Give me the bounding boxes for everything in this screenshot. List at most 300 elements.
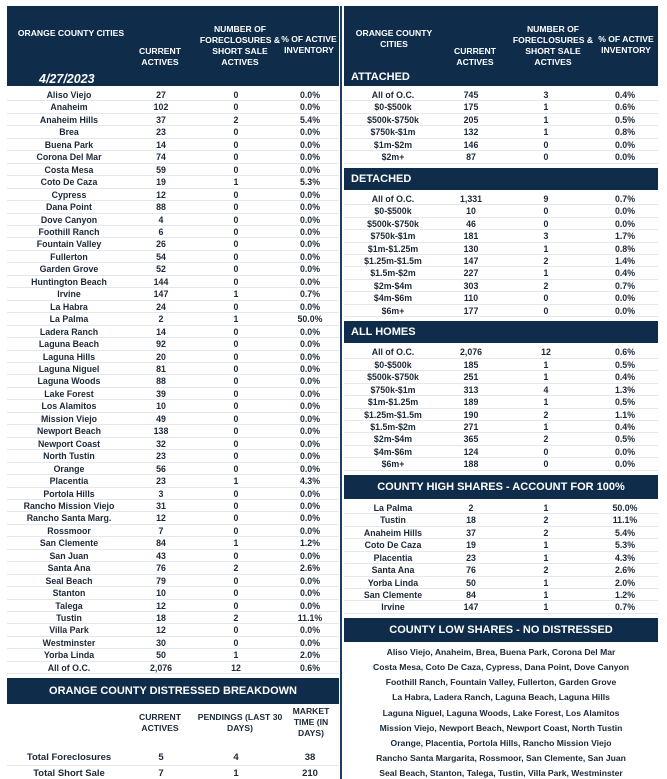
low-shares-title: COUNTY LOW SHARES - NO DISTRESSED: [344, 618, 658, 642]
row-distressed: 1: [543, 589, 549, 600]
row-actives: 23: [466, 552, 476, 563]
row-actives: 26: [156, 239, 166, 250]
row-distressed: 0: [233, 513, 239, 524]
row-pct: 0.0%: [299, 152, 321, 163]
row-pct: 0.0%: [614, 152, 636, 163]
row-pct: 0.7%: [299, 289, 321, 300]
row-distressed: 4: [543, 384, 549, 395]
row-pct: 0.0%: [299, 600, 321, 611]
high-share-row: [344, 577, 658, 589]
row-label: Coto De Caza: [364, 540, 422, 551]
row-pct: 4.3%: [614, 552, 636, 563]
low-share-line: Seal Beach, Stanton, Talega, Tustin, Villa Park, Westminster: [379, 768, 623, 779]
row-distressed: 1: [233, 476, 239, 487]
row-pct: 0.0%: [299, 588, 321, 599]
row-distressed: 0: [233, 276, 239, 287]
detached-row: [344, 255, 658, 267]
row-actives: 30: [156, 637, 166, 648]
row-actives: 745: [463, 90, 479, 100]
row-distressed: 0: [233, 637, 239, 648]
city-row: [7, 525, 339, 537]
all-homes-row: [344, 433, 658, 445]
row-label: $4m-$6m: [373, 446, 413, 457]
city-row: [7, 587, 339, 599]
row-label: Los Alamitos: [41, 401, 97, 412]
row-pct: 0.0%: [299, 339, 321, 350]
row-label: $1.25m-$1.5m: [364, 255, 422, 266]
row-actives: 110: [463, 293, 479, 304]
all-homes-row: [344, 371, 658, 383]
city-row: [7, 537, 339, 549]
row-distressed: 1: [543, 540, 549, 551]
row-pct: 38: [304, 752, 316, 764]
row-label: $750k-$1m: [370, 384, 416, 395]
row-actives: 32: [156, 438, 166, 449]
row-label: San Clemente: [39, 538, 99, 549]
row-label: Corona Del Mar: [36, 152, 102, 163]
header-pct-inventory: % OF ACTIVE INVENTORY: [281, 34, 337, 55]
row-actives: 87: [466, 152, 476, 163]
row-label: Garden Grove: [39, 264, 99, 275]
row-label: Talega: [55, 600, 83, 611]
row-pct: 5.3%: [299, 177, 321, 188]
city-row: [7, 637, 339, 649]
detached-row: [344, 218, 658, 230]
row-label: Anaheim Hills: [39, 114, 99, 125]
row-actives: 39: [156, 388, 166, 399]
row-label: Buena Park: [44, 139, 94, 150]
row-distressed: 0: [233, 251, 239, 262]
row-label: Aliso Viejo: [46, 90, 92, 100]
row-pct: 0.6%: [299, 662, 321, 673]
row-distressed: 1: [233, 650, 239, 661]
row-distressed: 0: [233, 500, 239, 511]
row-pct: 0.8%: [614, 243, 636, 254]
row-actives: 76: [466, 565, 476, 576]
city-row: [7, 301, 339, 313]
row-pct: 0.0%: [614, 293, 636, 304]
row-pct: 0.0%: [299, 488, 321, 499]
city-row: [7, 624, 339, 636]
row-label: $750k-$1m: [370, 127, 416, 138]
detached-row: [344, 292, 658, 304]
row-label: Laguna Woods: [37, 376, 101, 387]
row-distressed: 0: [233, 575, 239, 586]
high-shares-table: [344, 502, 658, 614]
row-pct: 0.0%: [299, 438, 321, 449]
row-actives: 59: [156, 164, 166, 175]
row-distressed: 0: [233, 401, 239, 412]
city-row: [7, 500, 339, 512]
attached-row: [344, 139, 658, 151]
row-actives: 124: [463, 446, 479, 457]
distressed-header: [7, 704, 339, 750]
detached-row: [344, 243, 658, 255]
city-row: [7, 351, 339, 363]
row-pct: 0.0%: [299, 463, 321, 474]
row-label: $500k-$750k: [367, 218, 419, 229]
row-label: Dana Point: [46, 202, 92, 213]
row-actives: 27: [156, 90, 166, 100]
cities-panel: [7, 6, 339, 779]
row-actives: 31: [156, 500, 166, 511]
row-label: Placentia: [373, 552, 413, 563]
row-pct: 0.0%: [299, 264, 321, 275]
row-distressed: 0: [543, 152, 549, 163]
row-label: $0-$500k: [374, 102, 412, 113]
all-homes-row: [344, 346, 658, 358]
city-row: [7, 251, 339, 263]
row-actives: 10: [466, 206, 476, 217]
city-row: [7, 263, 339, 275]
row-distressed: 2: [543, 527, 549, 538]
row-actives: 37: [156, 114, 166, 125]
attached-row: [344, 126, 658, 138]
row-label: $1m-$1.25m: [367, 243, 419, 254]
row-pct: 0.0%: [614, 218, 636, 229]
row-label: Foothill Ranch: [38, 226, 100, 237]
row-label: All of O.C.: [371, 193, 415, 204]
row-pct: 50.0%: [297, 314, 323, 325]
row-distressed: 0: [233, 588, 239, 599]
city-row: [7, 288, 339, 300]
city-row: [7, 214, 339, 226]
row-label: All of O.C.: [371, 347, 415, 358]
row-distressed: 0: [233, 426, 239, 437]
row-label: La Palma: [373, 502, 413, 513]
row-actives: 10: [156, 401, 166, 412]
city-row: [7, 413, 339, 425]
row-actives: 24: [156, 301, 166, 312]
row-distressed: 0: [233, 189, 239, 200]
row-pct: 0.0%: [614, 305, 636, 316]
row-pct: 0.0%: [299, 500, 321, 511]
row-pct: 0.0%: [614, 139, 636, 150]
row-distressed: 0: [233, 264, 239, 275]
detached-row: [344, 305, 658, 317]
detached-row: [344, 205, 658, 217]
row-distressed: 1: [543, 577, 549, 588]
row-actives: 81: [156, 363, 166, 374]
row-actives: 175: [463, 102, 479, 113]
row-pct: 0.0%: [299, 426, 321, 437]
city-row: [7, 562, 339, 574]
row-distressed: 1: [543, 114, 549, 125]
city-row: [7, 151, 339, 163]
row-distressed: 1: [233, 538, 239, 549]
row-pct: 0.7%: [614, 280, 636, 291]
row-distressed: 1: [543, 359, 549, 370]
row-label: Ladera Ranch: [39, 326, 99, 337]
row-pct: 0.0%: [299, 525, 321, 536]
all-homes-row: [344, 446, 658, 458]
attached-row: [344, 101, 658, 113]
row-label: $1.25m-$1.5m: [364, 409, 422, 420]
row-pct: 50.0%: [612, 502, 638, 513]
high-share-row: [344, 514, 658, 526]
row-actives: 14: [156, 326, 166, 337]
low-shares-list: [344, 645, 658, 779]
row-actives: 49: [156, 413, 166, 424]
row-actives: 4: [158, 214, 164, 225]
row-pct: 0.0%: [299, 301, 321, 312]
row-pct: 1.7%: [614, 231, 636, 242]
row-actives: 84: [156, 538, 166, 549]
row-label: Portola Hills: [43, 488, 95, 499]
row-distressed: 12: [541, 347, 551, 358]
row-actives: 74: [156, 152, 166, 163]
detached-row: [344, 230, 658, 242]
row-label: Cypress: [51, 189, 87, 200]
row-pct: 0.8%: [614, 127, 636, 138]
city-row: [7, 612, 339, 624]
header-foreclosures: NUMBER OF FORECLOSURES & SHORT SALE ACTIVES: [199, 24, 281, 67]
r-header-cities: ORANGE COUNTY CITIES: [355, 28, 433, 49]
row-actives: 6: [158, 226, 164, 237]
row-distressed: 1: [543, 127, 549, 138]
city-row: [7, 550, 339, 562]
city-row: [7, 201, 339, 213]
row-pct: 0.0%: [299, 226, 321, 237]
row-distressed: 0: [233, 451, 239, 462]
row-pct: 0.0%: [299, 413, 321, 424]
row-actives: 102: [153, 102, 169, 113]
row-actives: 19: [156, 177, 166, 188]
row-label: $6m+: [381, 305, 405, 316]
row-label: Anaheim Hills: [363, 527, 423, 538]
row-label: $1m-$1.25m: [367, 397, 419, 408]
row-pct: 0.4%: [614, 268, 636, 279]
row-distressed: 0: [233, 625, 239, 636]
city-row: [7, 101, 339, 113]
row-actives: 3: [158, 488, 164, 499]
row-actives: 10: [156, 588, 166, 599]
row-distressed: 0: [233, 438, 239, 449]
row-distressed: 0: [543, 459, 549, 470]
city-row: [7, 276, 339, 288]
row-distressed: 0: [233, 214, 239, 225]
row-pct: 0.0%: [299, 202, 321, 213]
row-pct: 0.0%: [299, 127, 321, 138]
low-share-line: Orange, Placentia, Portola Hills, Rancho Mission Viejo: [390, 737, 612, 748]
row-label: La Palma: [49, 314, 89, 325]
row-pct: 0.0%: [299, 351, 321, 362]
all-homes-table: [344, 346, 658, 471]
row-distressed: 0: [233, 164, 239, 175]
detached-row: [344, 280, 658, 292]
row-label: Stanton: [52, 588, 86, 599]
row-actives: 205: [463, 114, 479, 125]
row-actives: 146: [463, 139, 479, 150]
r-header-foreclosures: NUMBER OF FORECLOSURES & SHORT SALE ACTIVES: [512, 24, 594, 67]
row-pct: 0.0%: [299, 625, 321, 636]
row-distressed: 0: [543, 206, 549, 217]
row-distressed: 1: [233, 177, 239, 188]
row-pct: 0.0%: [614, 206, 636, 217]
attached-row: [344, 114, 658, 126]
row-label: Huntington Beach: [31, 276, 107, 287]
row-pct: 0.0%: [299, 102, 321, 113]
row-actives: 144: [153, 276, 169, 287]
row-label: $500k-$750k: [367, 114, 419, 125]
row-pct: 0.0%: [299, 276, 321, 287]
city-row: [7, 475, 339, 487]
row-pct: 1.4%: [614, 255, 636, 266]
row-distressed: 0: [233, 152, 239, 163]
row-actives: 2,076: [459, 347, 482, 358]
row-label: Santa Ana: [47, 563, 91, 574]
row-pct: 0.4%: [614, 421, 636, 432]
row-distressed: 0: [233, 550, 239, 561]
distressed-header-current: CURRENT ACTIVES: [138, 712, 181, 734]
city-row: [7, 326, 339, 338]
city-row: [7, 662, 339, 674]
detached-title: DETACHED: [344, 168, 658, 190]
row-label: Costa Mesa: [44, 164, 94, 175]
row-actives: 43: [156, 550, 166, 561]
detached-row: [344, 267, 658, 279]
row-pct: 0.0%: [299, 550, 321, 561]
row-pct: 0.0%: [614, 459, 636, 470]
row-pct: 0.0%: [299, 90, 321, 100]
city-row: [7, 363, 339, 375]
row-label: Total Foreclosures: [26, 752, 112, 764]
row-distressed: 1: [233, 289, 239, 300]
row-label: $0-$500k: [374, 359, 412, 370]
row-distressed: 0: [233, 351, 239, 362]
row-label: $2m-$4m: [373, 434, 413, 445]
high-shares-title: COUNTY HIGH SHARES - ACCOUNT FOR 100%: [344, 475, 658, 499]
city-row: [7, 375, 339, 387]
row-pct: 0.5%: [614, 434, 636, 445]
row-label: Yorba Linda: [367, 577, 419, 588]
r-header-pct-inventory: % OF ACTIVE INVENTORY: [598, 34, 654, 55]
all-homes-row: [344, 359, 658, 371]
row-distressed: 0: [543, 293, 549, 304]
row-label: Seal Beach: [45, 575, 93, 586]
segments-table-header: [344, 6, 658, 86]
row-distressed: 1: [543, 552, 549, 563]
row-distressed: 0: [233, 376, 239, 387]
row-actives: 18: [466, 515, 476, 526]
row-actives: 177: [463, 305, 479, 316]
row-pct: 4.3%: [299, 476, 321, 487]
row-label: Orange: [53, 463, 85, 474]
row-pct: 2.0%: [614, 577, 636, 588]
row-distressed: 2: [543, 515, 549, 526]
city-row: [7, 600, 339, 612]
row-pct: 1.2%: [299, 538, 321, 549]
row-pct: 5.3%: [614, 540, 636, 551]
high-share-row: [344, 564, 658, 576]
row-label: Lake Forest: [44, 388, 94, 399]
row-distressed: 0: [233, 127, 239, 138]
city-row: [7, 512, 339, 524]
header-current-actives: CURRENT ACTIVES: [138, 46, 181, 67]
row-label: $4m-$6m: [373, 293, 413, 304]
high-share-row: [344, 601, 658, 613]
row-actives: 50: [156, 650, 166, 661]
distressed-header-pendings: PENDINGS (LAST 30 DAYS): [197, 712, 283, 734]
row-actives: 1,331: [459, 193, 482, 204]
row-pct: 0.5%: [614, 397, 636, 408]
attached-row: [344, 89, 658, 101]
all-homes-row: [344, 458, 658, 470]
row-distressed: 0: [233, 363, 239, 374]
low-share-line: Laguna Niguel, Laguna Woods, Lake Forest, Los Alamitos: [382, 707, 620, 718]
high-share-row: [344, 527, 658, 539]
row-label: Newport Beach: [36, 426, 102, 437]
row-actives: 147: [463, 602, 479, 613]
row-pct: 5.4%: [614, 527, 636, 538]
detached-row: [344, 193, 658, 205]
row-actives: 5: [158, 752, 164, 764]
row-actives: 12: [156, 189, 166, 200]
row-distressed: 0: [543, 139, 549, 150]
row-actives: 46: [466, 218, 476, 229]
row-distressed: 2: [543, 565, 549, 576]
row-label: Mission Viejo: [40, 413, 98, 424]
row-actives: 23: [156, 451, 166, 462]
row-pct: 11.1%: [612, 515, 638, 526]
city-row: [7, 338, 339, 350]
row-distressed: 1: [233, 767, 239, 779]
row-distressed: 0: [233, 339, 239, 350]
row-actives: 147: [463, 255, 479, 266]
cities-table: [7, 89, 339, 674]
low-share-line: La Habra, Ladera Ranch, Laguna Beach, Laguna Hills: [392, 692, 610, 703]
row-actives: 88: [156, 202, 166, 213]
row-actives: 185: [463, 359, 479, 370]
row-actives: 37: [466, 527, 476, 538]
row-pct: 11.1%: [297, 613, 323, 624]
row-actives: 14: [156, 139, 166, 150]
row-actives: 2: [468, 502, 474, 513]
distressed-table: [7, 750, 339, 779]
row-actives: 251: [463, 372, 479, 383]
row-label: $1m-$2m: [373, 139, 413, 150]
row-label: Anaheim: [50, 102, 88, 113]
row-actives: 54: [156, 251, 166, 262]
row-pct: 0.6%: [614, 347, 636, 358]
row-label: Santa Ana: [371, 565, 415, 576]
row-actives: 88: [156, 376, 166, 387]
row-actives: 2,076: [149, 662, 172, 673]
row-actives: 84: [466, 589, 476, 600]
row-pct: 1.1%: [614, 409, 636, 420]
row-label: Dove Canyon: [40, 214, 98, 225]
attached-row: [344, 151, 658, 163]
city-row: [7, 463, 339, 475]
row-distressed: 0: [543, 305, 549, 316]
row-actives: 50: [466, 577, 476, 588]
row-label: Rancho Santa Marg.: [26, 513, 112, 524]
row-pct: 2.6%: [614, 565, 636, 576]
row-distressed: 3: [543, 90, 549, 100]
row-distressed: 2: [233, 563, 239, 574]
row-distressed: 0: [233, 413, 239, 424]
row-label: Westminster: [42, 637, 96, 648]
city-row: [7, 388, 339, 400]
row-pct: 0.7%: [614, 193, 636, 204]
all-homes-row: [344, 409, 658, 421]
city-row: [7, 189, 339, 201]
row-pct: 0.0%: [299, 214, 321, 225]
row-label: $2m+: [381, 152, 405, 163]
row-distressed: 1: [543, 602, 549, 613]
row-distressed: 2: [233, 613, 239, 624]
distressed-title: ORANGE COUNTY DISTRESSED BREAKDOWN: [7, 678, 339, 704]
